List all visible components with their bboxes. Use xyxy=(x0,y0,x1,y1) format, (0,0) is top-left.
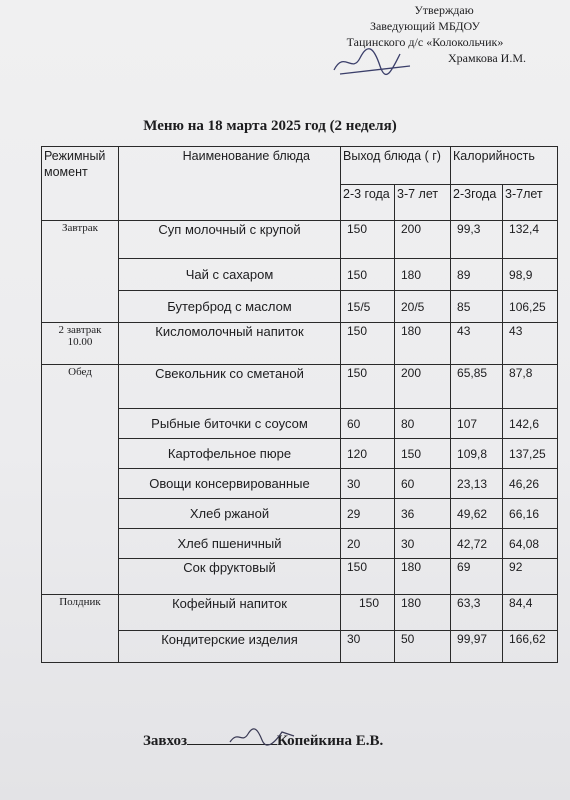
approval-line-4: Храмкова И.М. xyxy=(448,51,526,65)
calories-age-a: 42,72 xyxy=(451,529,503,559)
dish-name: Суп молочный с крупой xyxy=(119,221,341,259)
output-age-b: 180 xyxy=(395,595,451,631)
output-age-a: 150 xyxy=(341,365,395,409)
calories-age-b: 87,8 xyxy=(503,365,558,409)
table-row xyxy=(42,595,558,631)
output-age-a: 150 xyxy=(341,259,395,291)
director-signature xyxy=(330,40,420,80)
calories-age-a: 65,85 xyxy=(451,365,503,409)
calories-age-a: 49,62 xyxy=(451,499,503,529)
calories-age-a: 107 xyxy=(451,409,503,439)
table-row xyxy=(42,259,558,291)
table-row xyxy=(42,559,558,595)
calories-age-a: 69 xyxy=(451,559,503,595)
dish-name: Бутерброд с маслом xyxy=(119,291,341,323)
footer-name: Копейкина Е.В. xyxy=(276,733,384,749)
calories-age-a: 43 xyxy=(451,323,503,365)
output-age-a: 150 xyxy=(341,221,395,259)
calories-age-b: 66,16 xyxy=(503,499,558,529)
table-row xyxy=(42,291,558,323)
output-age-a: 60 xyxy=(341,409,395,439)
output-age-b: 180 xyxy=(395,259,451,291)
dish-name: Чай с сахаром xyxy=(119,259,341,291)
approval-line-3: Тацинского д/с «Колокольчик» xyxy=(346,35,504,49)
table-row xyxy=(42,365,558,409)
calories-age-a: 99,97 xyxy=(451,631,503,663)
table-row xyxy=(42,409,558,439)
calories-age-a: 85 xyxy=(451,291,503,323)
output-age-b: 20/5 xyxy=(395,291,451,323)
dish-name: Сок фруктовый xyxy=(119,559,341,595)
meal-time: 10.00 xyxy=(67,336,93,348)
output-age-a: 20 xyxy=(341,529,395,559)
table-row xyxy=(42,221,558,259)
footer-role: Завхоз xyxy=(143,733,187,749)
output-age-a: 150 xyxy=(341,595,395,631)
calories-age-b: 106,25 xyxy=(503,291,558,323)
dish-name: Свекольник со сметаной xyxy=(119,365,341,409)
output-age-a: 30 xyxy=(341,631,395,663)
header-age-b-calories: 3-7лет xyxy=(503,185,558,221)
calories-age-a: 63,3 xyxy=(451,595,503,631)
output-age-b: 80 xyxy=(395,409,451,439)
output-age-b: 180 xyxy=(395,559,451,595)
output-age-b: 200 xyxy=(395,221,451,259)
dish-name: Кисломолочный напиток xyxy=(119,323,341,365)
supply-manager-signature xyxy=(228,726,298,748)
calories-age-b: 92 xyxy=(503,559,558,595)
output-age-b: 150 xyxy=(395,439,451,469)
header-age-b-output: 3-7 лет xyxy=(395,185,451,221)
output-age-b: 180 xyxy=(395,323,451,365)
output-age-b: 60 xyxy=(395,469,451,499)
output-age-b: 50 xyxy=(395,631,451,663)
header-calories: Калорийность xyxy=(451,147,558,185)
header-mode: Режимный момент xyxy=(42,147,119,221)
output-age-a: 150 xyxy=(341,559,395,595)
calories-age-a: 89 xyxy=(451,259,503,291)
output-age-a: 120 xyxy=(341,439,395,469)
meal-label: Обед xyxy=(68,366,92,378)
page-title: Меню на 18 марта 2025 год (2 неделя) xyxy=(143,118,397,134)
calories-age-b: 64,08 xyxy=(503,529,558,559)
calories-age-b: 166,62 xyxy=(503,631,558,663)
meal-label: Полдник xyxy=(59,596,101,608)
calories-age-b: 132,4 xyxy=(503,221,558,259)
calories-age-b: 46,26 xyxy=(503,469,558,499)
table-row xyxy=(42,631,558,663)
header-age-a-calories: 2-3года xyxy=(451,185,503,221)
output-age-b: 30 xyxy=(395,529,451,559)
dish-name: Хлеб пшеничный xyxy=(119,529,341,559)
header-output: Выход блюда ( г) xyxy=(341,147,451,185)
output-age-a: 29 xyxy=(341,499,395,529)
dish-name: Хлеб ржаной xyxy=(119,499,341,529)
output-age-a: 15/5 xyxy=(341,291,395,323)
calories-age-b: 43 xyxy=(503,323,558,365)
header-age-a-output: 2-3 года xyxy=(341,185,395,221)
calories-age-a: 99,3 xyxy=(451,221,503,259)
header-dish: Наименование блюда xyxy=(119,147,341,221)
calories-age-b: 137,25 xyxy=(503,439,558,469)
calories-age-a: 23,13 xyxy=(451,469,503,499)
calories-age-b: 98,9 xyxy=(503,259,558,291)
table-row xyxy=(42,499,558,529)
meal-label: Завтрак xyxy=(62,222,98,234)
approval-line-1: Утверждаю xyxy=(414,3,474,17)
output-age-b: 36 xyxy=(395,499,451,529)
calories-age-a: 109,8 xyxy=(451,439,503,469)
dish-name: Кондитерские изделия xyxy=(119,631,341,663)
output-age-b: 200 xyxy=(395,365,451,409)
output-age-a: 150 xyxy=(341,323,395,365)
table-row xyxy=(42,439,558,469)
menu-table xyxy=(41,146,558,663)
approval-line-2: Заведующий МБДОУ xyxy=(369,19,481,33)
calories-age-b: 142,6 xyxy=(503,409,558,439)
calories-age-b: 84,4 xyxy=(503,595,558,631)
table-row xyxy=(42,323,558,365)
dish-name: Кофейный напиток xyxy=(119,595,341,631)
meal-label: 2 завтрак xyxy=(58,324,102,336)
dish-name: Рыбные биточки с соусом xyxy=(119,409,341,439)
dish-name: Овощи консервированные xyxy=(119,469,341,499)
dish-name: Картофельное пюре xyxy=(119,439,341,469)
table-row xyxy=(42,529,558,559)
output-age-a: 30 xyxy=(341,469,395,499)
table-row xyxy=(42,469,558,499)
